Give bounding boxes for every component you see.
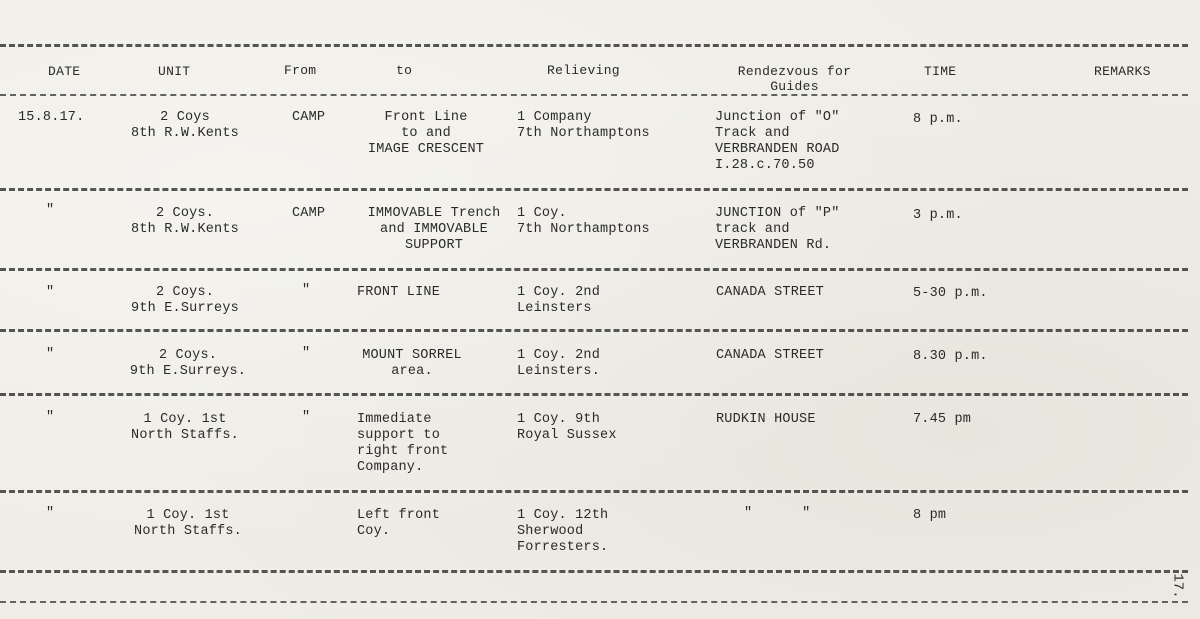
- rule-row1: [0, 188, 1188, 191]
- row6-unit: 1 Coy. 1st North Staffs.: [134, 508, 242, 539]
- row5-from: ": [302, 410, 311, 425]
- row6-to: Left front Coy.: [357, 508, 441, 539]
- header-remarks: REMARKS: [1094, 64, 1151, 79]
- row2-time: 3 p.m.: [913, 208, 963, 223]
- row4-relieving: 1 Coy. 2nd Leinsters.: [517, 348, 601, 379]
- header-relieving: Relieving: [547, 63, 620, 78]
- row3-rendezvous: CANADA STREET: [716, 285, 824, 300]
- row2-rendezvous: JUNCTION of "P" track and VERBRANDEN Rd.: [715, 206, 840, 253]
- row1-rendezvous: Junction of "O" Track and VERBRANDEN ROAD I.28.c.70.50: [715, 110, 840, 173]
- row4-from: ": [302, 346, 311, 361]
- row6-date: ": [46, 506, 55, 521]
- row3-from: ": [302, 283, 311, 298]
- header-date: DATE: [48, 64, 81, 79]
- row1-unit: 2 Coys 8th R.W.Kents: [131, 110, 239, 141]
- header-time: TIME: [924, 64, 957, 79]
- row5-date: ": [46, 410, 55, 425]
- row6-relieving: 1 Coy. 12th Sherwood Forresters.: [517, 508, 609, 555]
- row1-date: 15.8.17.: [18, 110, 85, 125]
- row2-to: IMMOVABLE Trench and IMMOVABLE SUPPORT: [367, 206, 501, 253]
- row5-to: Immediate support to right front Company.: [357, 412, 449, 475]
- row5-rendezvous: RUDKIN HOUSE: [716, 412, 816, 427]
- row4-to: MOUNT SORREL area.: [362, 348, 462, 379]
- rule-row2: [0, 268, 1188, 271]
- row3-date: ": [46, 285, 55, 300]
- row5-relieving: 1 Coy. 9th Royal Sussex: [517, 412, 617, 443]
- row5-time: 7.45 pm: [913, 412, 972, 427]
- row6-rendezvous: " ": [744, 506, 811, 521]
- row4-unit: 2 Coys. 9th E.Surreys.: [129, 348, 247, 379]
- row3-to: FRONT LINE: [357, 285, 441, 300]
- rule-row5: [0, 490, 1188, 493]
- header-rendezvous: Rendezvous for Guides: [737, 64, 852, 94]
- row5-unit: 1 Coy. 1st North Staffs.: [131, 412, 239, 443]
- row3-relieving: 1 Coy. 2nd Leinsters: [517, 285, 601, 316]
- row4-rendezvous: CANADA STREET: [716, 348, 824, 363]
- header-unit: UNIT: [158, 64, 191, 79]
- row6-time: 8 pm: [913, 508, 947, 523]
- rule-row3: [0, 329, 1188, 332]
- row2-date: ": [46, 203, 55, 218]
- header-to: to: [396, 63, 413, 78]
- row2-unit: 2 Coys. 8th R.W.Kents: [131, 206, 239, 237]
- row4-date: ": [46, 347, 55, 362]
- row1-to: Front Line to and IMAGE CRESCENT: [367, 110, 485, 157]
- page-number: 17.: [1169, 573, 1186, 599]
- row3-unit: 2 Coys. 9th E.Surreys: [131, 285, 239, 316]
- row2-relieving: 1 Coy. 7th Northamptons: [517, 206, 650, 237]
- rule-header-bottom: [0, 94, 1188, 96]
- row2-from: CAMP: [292, 206, 326, 221]
- rule-top: [0, 44, 1188, 47]
- header-from: From: [284, 63, 317, 78]
- rule-bottom: [0, 570, 1188, 573]
- row4-time: 8.30 p.m.: [913, 349, 988, 364]
- row1-from: CAMP: [292, 110, 326, 125]
- row1-time: 8 p.m.: [913, 112, 963, 127]
- row1-relieving: 1 Company 7th Northamptons: [517, 110, 650, 141]
- row3-time: 5-30 p.m.: [913, 286, 988, 301]
- rule-bottom-2: [0, 601, 1188, 603]
- rule-row4: [0, 393, 1188, 396]
